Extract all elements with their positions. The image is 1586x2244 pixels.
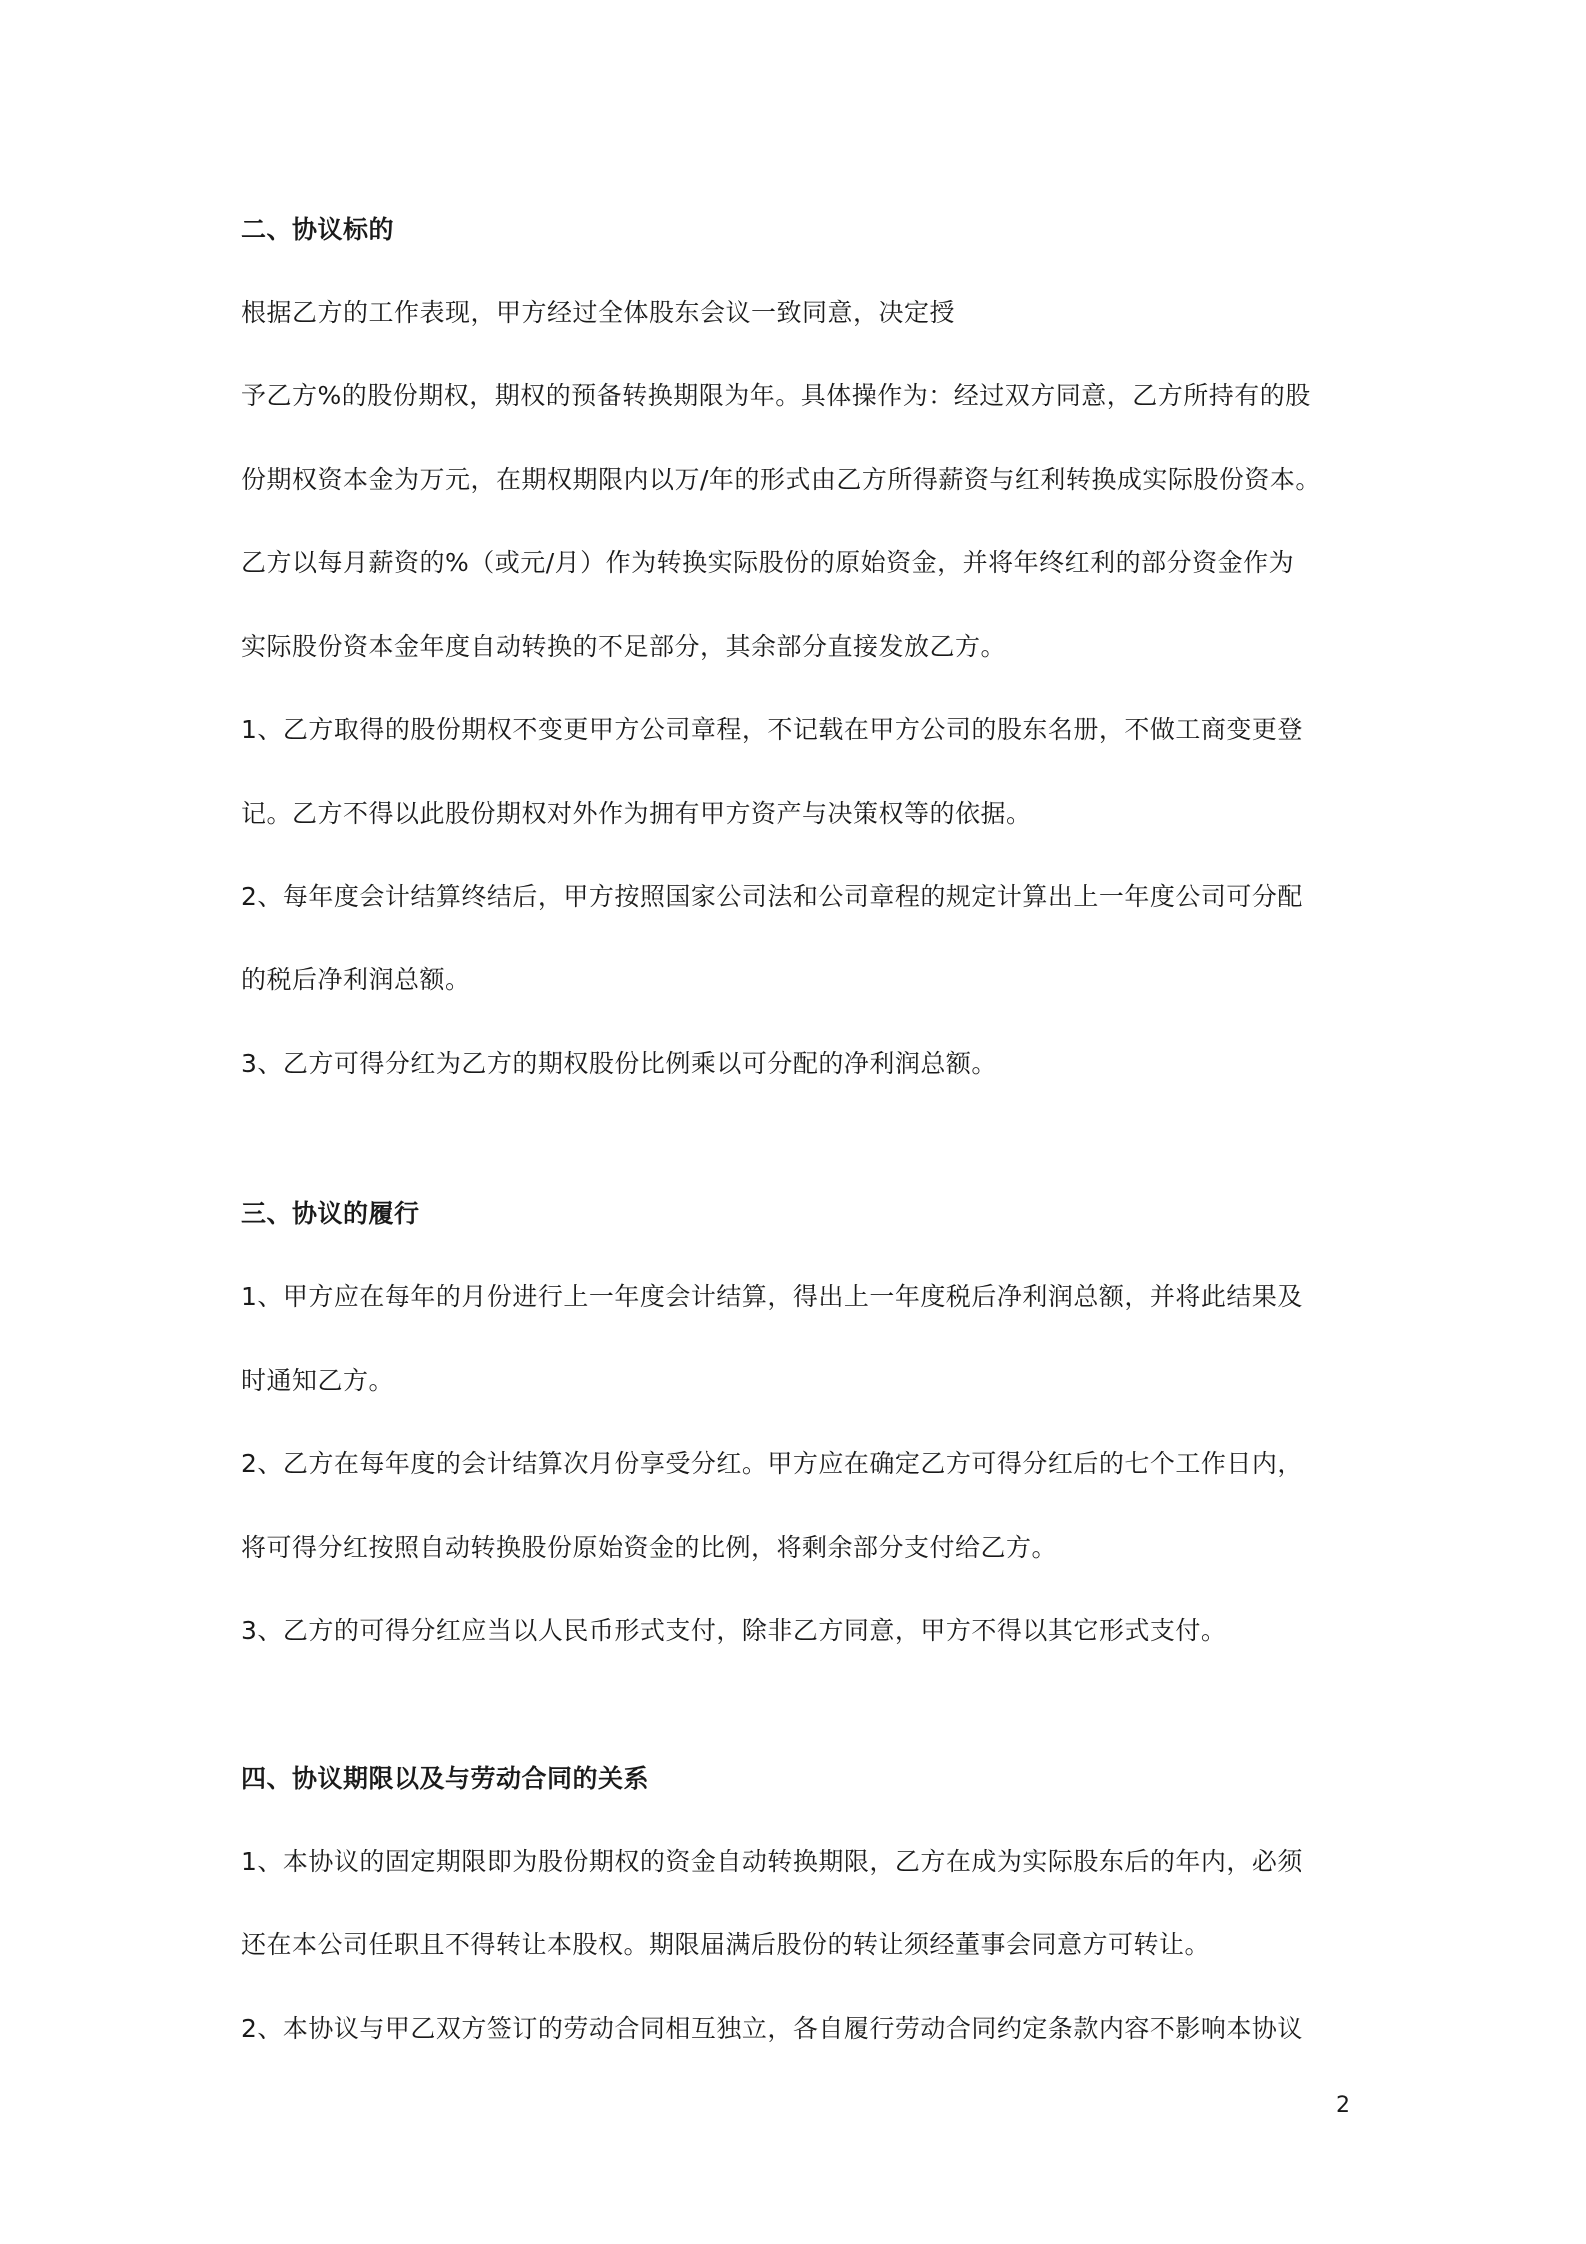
list-item-line: 时通知乙方。 (241, 1366, 395, 1395)
list-item-line: 1、甲方应在每年的月份进行上一年度会计结算，得出上一年度税后净利润总额，并将此结果及 (241, 1282, 1303, 1311)
list-item-line: 的税后净利润总额。 (241, 965, 471, 994)
section-heading-4: 四、协议期限以及与劳动合同的关系 (241, 1764, 650, 1793)
list-item-line: 将可得分红按照自动转换股份原始资金的比例，将剩余部分支付给乙方。 (241, 1533, 1058, 1562)
list-item-line: 2、本协议与甲乙双方签订的劳动合同相互独立，各自履行劳动合同约定条款内容不影响本协议 (241, 2014, 1303, 2043)
list-item-line: 记。乙方不得以此股份期权对外作为拥有甲方资产与决策权等的依据。 (241, 799, 1032, 828)
list-item-line: 还在本公司任职且不得转让本股权。期限届满后股份的转让须经董事会同意方可转让。 (241, 1930, 1211, 1959)
paragraph-line: 根据乙方的工作表现，甲方经过全体股东会议一致同意，决定授 (241, 298, 956, 327)
paragraph-line: 乙方以每月薪资的%（或元/月）作为转换实际股份的原始资金，并将年终红利的部分资金作为 (241, 548, 1295, 577)
paragraph-line: 实际股份资本金年度自动转换的不足部分，其余部分直接发放乙方。 (241, 632, 1007, 661)
list-item-line: 2、每年度会计结算终结后，甲方按照国家公司法和公司章程的规定计算出上一年度公司可分配 (241, 882, 1303, 911)
section-heading-2: 二、协议标的 (241, 215, 395, 244)
section-heading-3: 三、协议的履行 (241, 1199, 420, 1228)
list-item-line: 3、乙方可得分红为乙方的期权股份比例乘以可分配的净利润总额。 (241, 1049, 997, 1078)
page-number: 2 (1336, 2093, 1350, 2118)
list-item-line: 1、乙方取得的股份期权不变更甲方公司章程，不记载在甲方公司的股东名册，不做工商变更登 (241, 715, 1303, 744)
list-item-line: 2、乙方在每年度的会计结算次月份享受分红。甲方应在确定乙方可得分红后的七个工作日内， (241, 1449, 1303, 1478)
list-item-line: 3、乙方的可得分红应当以人民币形式支付，除非乙方同意，甲方不得以其它形式支付。 (241, 1616, 1227, 1645)
paragraph-line: 予乙方%的股份期权，期权的预备转换期限为年。具体操作为：经过双方同意，乙方所持有的股 (241, 381, 1311, 410)
paragraph-line: 份期权资本金为万元，在期权期限内以万/年的形式由乙方所得薪资与红利转换成实际股份资本。 (241, 465, 1321, 494)
list-item-line: 1、本协议的固定期限即为股份期权的资金自动转换期限，乙方在成为实际股东后的年内，必须 (241, 1847, 1303, 1876)
